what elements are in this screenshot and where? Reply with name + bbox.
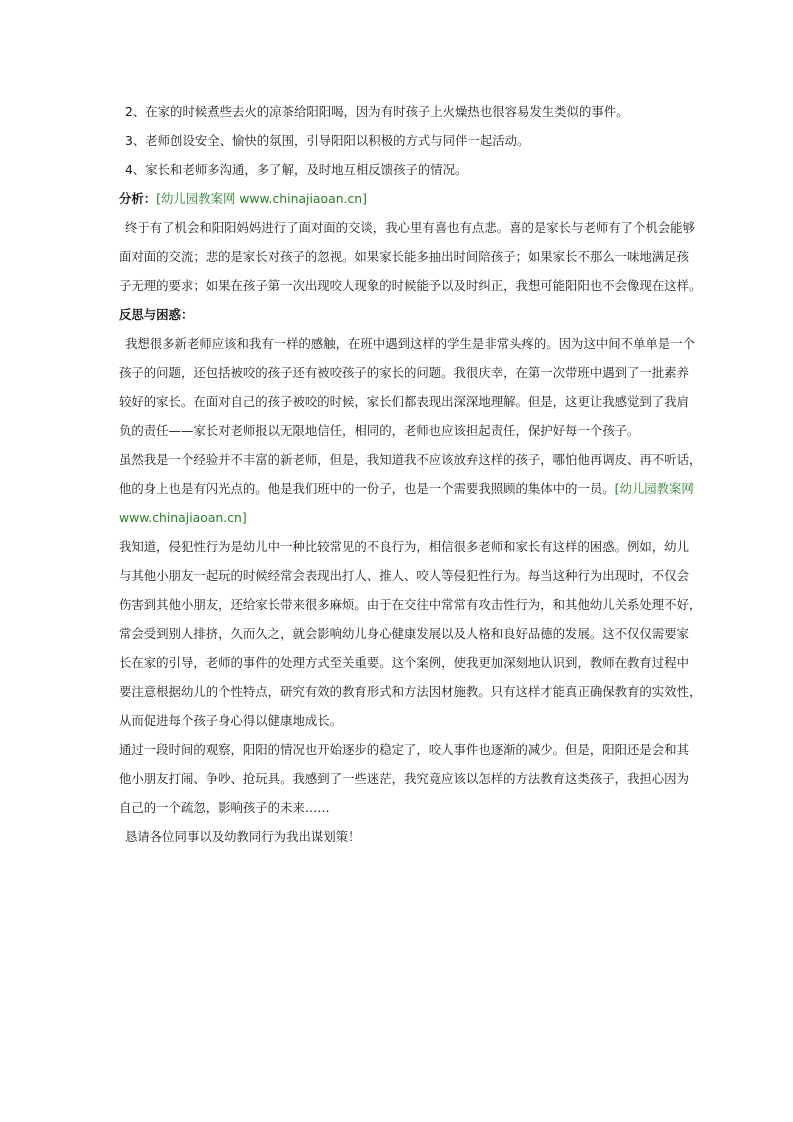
paragraph3-line-6: 要注意根据幼儿的个性特点，研究有效的教育形式和方法因材施教。只有这样才能真正确保教育的实效性，: [119, 684, 702, 699]
paragraph3-line-2: 与其他小朋友一起玩的时候经常会表现出打人、推人、咬人等侵犯性行为。每当这种行为出现时，不仅会: [119, 568, 689, 583]
source-link-2a[interactable]: [幼儿园教案网: [614, 481, 694, 496]
reflection-line-4: 负的责任——家长对老师报以无限地信任，相同的，老师也应该担起责任，保护好每一个孩子。: [119, 423, 640, 438]
paragraph3-line-5: 长在家的引导，老师的事件的处理方式至关重要。这个案例，使我更加深刻地认识到，教师在教育过程中: [119, 655, 689, 670]
analysis-heading-line: [119, 184, 679, 213]
paragraph3-line-3: 伤害到其他小朋友，还给家长带来很多麻烦。由于在交往中常常有攻击性行为，和其他幼儿关系处理不好，: [119, 597, 702, 612]
reflection-line-1: 我想很多新老师应该和我有一样的感触，在班中遇到这样的学生是非常头疼的。因为这中间不单单是一个: [125, 336, 695, 351]
source-link-1[interactable]: [幼儿园教案网 www.chinajiaoan.cn]: [156, 191, 367, 206]
paragraph2-line-2: [119, 474, 694, 503]
paragraph4-line-3: 自己的一个疏忽，影响孩子的未来……: [119, 800, 330, 815]
paragraph4-line-2: 他小朋友打闹、争吵、抢玩具。我感到了一些迷茫，我究竟应该以怎样的方法教育这类孩子，我担心因为: [119, 771, 689, 786]
list-item-2: 2、在家的时候煮些去火的凉茶给阳阳喝，因为有时孩子上火燥热也很容易发生类似的事件。: [125, 104, 629, 119]
reflection-heading: 反思与困惑：: [119, 307, 194, 322]
analysis-heading: 分析：: [119, 191, 157, 206]
reflection-line-3: 较好的家长。在面对自己的孩子被咬的时候，家长们都表现出深深地理解。但是，这更让我感觉到了我肩: [119, 394, 689, 409]
list-item-4: 4、家长和老师多沟通，多了解，及时地互相反馈孩子的情况。: [125, 162, 468, 177]
document-body: [119, 97, 702, 851]
paragraph2-line-2-text: 他的身上也是有闪光点的。他是我们班中的一份子，也是一个需要我照顾的集体中的一员。: [119, 481, 615, 496]
analysis-line-1: 终于有了机会和阳阳妈妈进行了面对面的交谈，我心里有喜也有点悲。喜的是家长与老师有了个机会能够: [125, 220, 695, 235]
source-link-2b[interactable]: www.chinajiaoan.cn]: [119, 510, 247, 525]
analysis-line-2: 面对面的交流；悲的是家长对孩子的忽视。如果家长能多抽出时间陪孩子；如果家长不那么一味地满足孩: [119, 249, 689, 264]
reflection-line-2: 孩子的问题，还包括被咬的孩子还有被咬孩子的家长的问题。我很庆幸，在第一次带班中遇到了一批素养: [119, 365, 689, 380]
paragraph3-line-7: 从而促进每个孩子身心得以健康地成长。: [119, 713, 343, 728]
paragraph2-line-1: 虽然我是一个经验并不丰富的新老师，但是，我知道我不应该放弃这样的孩子，哪怕他再调皮、再不听话，: [119, 452, 702, 467]
paragraph3-line-1: 我知道，侵犯性行为是幼儿中一种比较常见的不良行为，相信很多老师和家长有这样的困惑。例如，幼儿: [119, 539, 689, 554]
list-item-3: 3、老师创设安全、愉快的氛围，引导阳阳以积极的方式与同伴一起活动。: [125, 133, 530, 148]
closing-line: 恳请各位同事以及幼教同行为我出谋划策！: [125, 829, 361, 844]
paragraph3-line-4: 常会受到别人排挤，久而久之，就会影响幼儿身心健康发展以及人格和良好品德的发展。这不仅仅需要家: [119, 626, 689, 641]
analysis-line-3: 子无理的要求；如果在孩子第一次出现咬人现象的时候能予以及时纠正，我想可能阳阳也不会像现在这样。: [119, 278, 702, 293]
paragraph4-line-1: 通过一段时间的观察，阳阳的情况也开始逐步的稳定了，咬人事件也逐渐的减少。但是，阳阳还是会和其: [119, 742, 689, 757]
